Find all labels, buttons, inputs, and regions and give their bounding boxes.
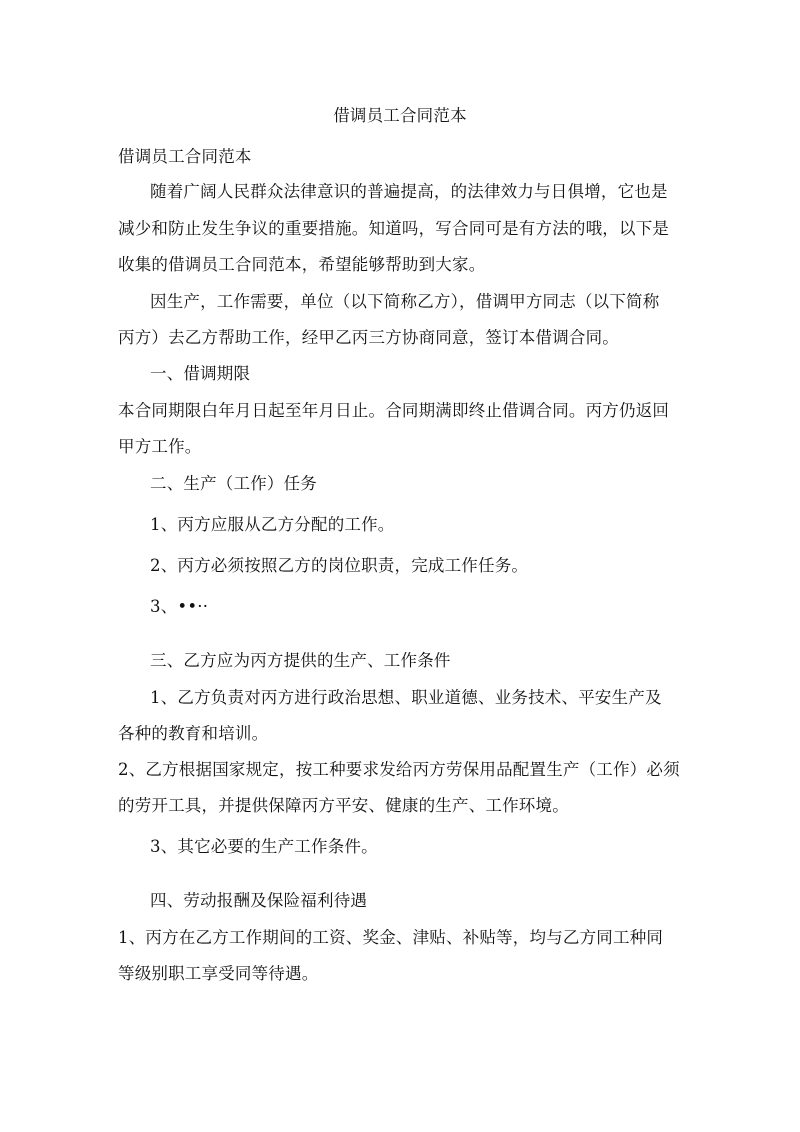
conditions-item-2-line-2: 的劳开工具，并提供保障丙方平安、健康的生产、工作环境。 — [118, 796, 569, 815]
section-heading-term: 一、借调期限 — [150, 364, 251, 383]
compensation-item-1-line-2: 等级别职工享受同等待遇。 — [118, 964, 319, 983]
conditions-item-1-line-1: 1、乙方负责对丙方进行政治思想、职业道德、业务技术、平安生产及 — [150, 688, 662, 707]
compensation-item-1-line-1: 1、丙方在乙方工作期间的工资、奖金、津贴、补贴等，均与乙方同工种同 — [118, 928, 664, 947]
tasks-item-2: 2、丙方必须按照乙方的岗位职责，完成工作任务。 — [150, 556, 529, 575]
paragraph-intro-line-2: 减少和防止发生争议的重要措施。知道吗，写合同可是有方法的哦，以下是 — [118, 219, 670, 238]
conditions-item-1-line-2: 各种的教育和培训。 — [118, 724, 269, 743]
conditions-item-2-line-1: 2、乙方根据国家规定，按工种要求发给丙方劳保用品配置生产（工作）必须 — [118, 760, 680, 779]
section-heading-compensation: 四、劳动报酬及保险福利待遇 — [150, 891, 368, 910]
conditions-item-3: 3、其它必要的生产工作条件。 — [150, 837, 378, 856]
term-clause-line-1: 本合同期限白年月日起至年月日止。合同期满即终止借调合同。丙方仍返回 — [118, 401, 670, 420]
paragraph-preamble-line-1: 因生产，工作需要，单位（以下简称乙方），借调甲方同志（以下简称 — [150, 292, 660, 311]
tasks-item-1: 1、丙方应服从乙方分配的工作。 — [150, 515, 395, 534]
paragraph-intro-line-1: 随着广阔人民群众法律意识的普遍提高，的法律效力与日俱增，它也是 — [150, 182, 668, 201]
section-heading-conditions: 三、乙方应为丙方提供的生产、工作条件 — [150, 651, 451, 670]
document-subtitle: 借调员工合同范本 — [118, 147, 252, 166]
paragraph-preamble-line-2: 丙方）去乙方帮助工作，经甲乙丙三方协商同意，签订本借调合同。 — [118, 328, 619, 347]
tasks-item-3: 3、••·· — [150, 597, 209, 616]
section-heading-tasks: 二、生产（工作）任务 — [150, 474, 317, 493]
document-title: 借调员工合同范本 — [333, 106, 467, 125]
term-clause-line-2: 甲方工作。 — [118, 437, 202, 456]
paragraph-intro-line-3: 收集的借调员工合同范本，希望能够帮助到大家。 — [118, 255, 486, 274]
